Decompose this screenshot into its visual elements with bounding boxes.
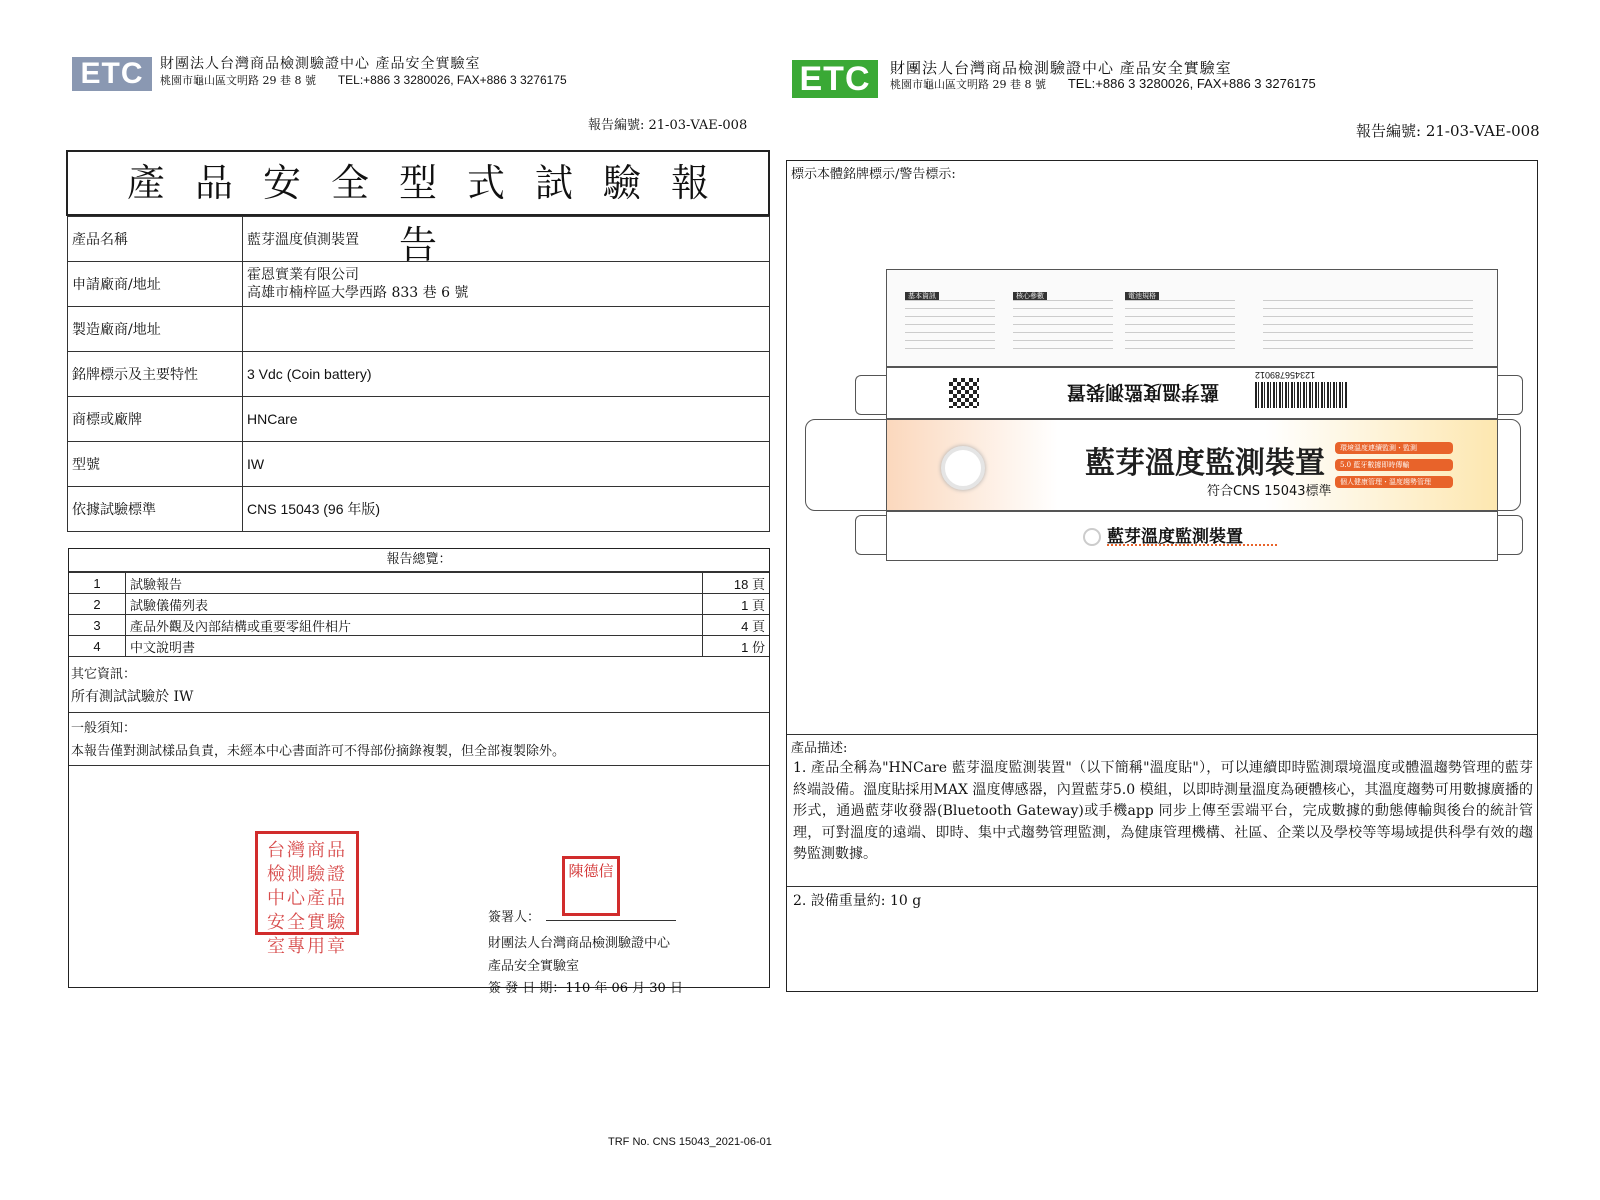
info-key: 依據試驗標準: [68, 487, 243, 532]
label-heading: 標示本體銘牌標示/警告標示:: [791, 167, 956, 182]
label-frame: [786, 160, 1538, 992]
info-key: 產品名稱: [68, 217, 243, 262]
info-key: 型號: [68, 442, 243, 487]
tag-1: 環境溫度連續監測・監測: [1335, 442, 1453, 454]
right-header-org: 財團法人台灣商品檢測驗證中心 產品安全實驗室: [890, 59, 1232, 77]
package-top-panel: [886, 269, 1498, 367]
bottom-device-icon: [1083, 528, 1101, 546]
desc-paragraph-2: 2. 設備重量約: 10 g: [793, 892, 922, 909]
right-page: [790, 0, 1600, 1200]
signature-line: [546, 920, 676, 921]
left-header-contact: TEL:+886 3 3280026, FAX+886 3 3276175: [337, 73, 567, 87]
overview-no: 2: [69, 594, 126, 615]
spec-col-4: [1263, 300, 1473, 352]
info-row: [68, 307, 770, 352]
barcode-number: 123456789012: [1255, 370, 1316, 380]
front-product-name: 藍芽溫度監測裝置: [1085, 446, 1325, 481]
product-info-table: [67, 216, 770, 532]
weight-divider: [787, 886, 1537, 887]
notice-text: 本報告僅對測試樣品負責，未經本中心書面許可不得部份摘錄複製，但全部複製除外。: [71, 744, 566, 759]
lab-seal-stamp: [255, 831, 359, 957]
lab-seal-text: 台灣商品檢測驗證中心產品安全實驗室專用章: [267, 840, 347, 957]
other-info-text: 所有測試試驗於 IW: [71, 689, 194, 705]
left-header-org: 財團法人台灣商品檢測驗證中心 產品安全實驗室: [160, 56, 481, 72]
package-lower-left-tab: [855, 515, 887, 555]
signer-seal-text: 陳德信: [568, 862, 614, 880]
overview-item: 試驗儀備列表: [126, 594, 703, 615]
package-far-right-panel: [1497, 419, 1521, 511]
tag-3: 個人健康管理・溫度趨勢管理: [1335, 476, 1453, 488]
info-key: 申請廠商/地址: [68, 262, 243, 307]
etc-logo-right: ETC: [792, 60, 878, 98]
info-value: CNS 15043 (96 年版): [243, 487, 770, 532]
applicant-address: 高雄市楠梓區大學西路 833 巷 6 號: [247, 285, 469, 301]
package-lower-right-tab: [1497, 515, 1523, 555]
info-row: [68, 442, 770, 487]
device-icon: [941, 446, 985, 490]
left-report-no: 報告編號: 21-03-VAE-008: [588, 118, 748, 133]
package-left-tab: [855, 375, 887, 415]
info-key: 商標或廠牌: [68, 397, 243, 442]
info-value-multi: [243, 262, 770, 307]
info-value: HNCare: [243, 397, 770, 442]
overview-heading: 報告總覽：: [69, 549, 769, 572]
footer-trf: TRF No. CNS 15043_2021-06-01: [608, 1136, 772, 1148]
overview-row: [69, 573, 769, 594]
spec-heading-1: 基本資訊: [905, 292, 939, 300]
info-value: [243, 307, 770, 352]
bottom-accent-line: [1107, 544, 1277, 546]
info-row: [68, 352, 770, 397]
left-header-text: [160, 56, 620, 89]
overview-item: 中文說明書: [126, 636, 703, 657]
left-header-address: 桃園市龜山區文明路 29 巷 8 號: [160, 74, 316, 87]
overview-count: 1 頁: [703, 594, 770, 615]
desc-paragraph-1: 1. 產品全稱為"HNCare 藍芽溫度監測裝置"（以下簡稱"溫度貼"），可以連續即時監測環境溫度或體溫趨勢管理的藍芽終端設備。溫度貼採用MAX 溫度傳感器，內置藍芽5.0 模組，以即時測量溫度為硬體核心，其溫度趨勢可用數據廣播的形式，通過藍芽收發器(Bluetooth Gateway)或手機app 同步上傳至雲端平台，完成數據的動態傳輸與後台的統計管理，可對溫度的遠端、即時、集中式趨勢管理監測，為健康管理機構、社區、企業以及學校等等場域提供科學有效的趨勢監測數據。: [793, 760, 1533, 862]
spec-col-3: [1125, 292, 1235, 350]
front-standard: 符合CNS 15043標準: [1207, 484, 1332, 499]
info-value: 3 Vdc (Coin battery): [243, 352, 770, 397]
signer-label: 簽署人：: [488, 910, 541, 925]
flipped-product-name: 藍芽溫度監測裝置: [1067, 381, 1220, 403]
spec-col-1: [905, 292, 995, 350]
info-row: [68, 217, 770, 262]
package-lower-flap: [886, 511, 1498, 561]
bottom-product-name: 藍芽溫度監測裝置: [1107, 527, 1243, 547]
notice-label: 一般須知：: [71, 721, 137, 736]
info-value: IW: [243, 442, 770, 487]
signer-seal-stamp: [562, 856, 620, 916]
overview-count: 4 頁: [703, 615, 770, 636]
sign-org-2: 產品安全實驗室: [488, 959, 580, 974]
package-front-panel: [886, 419, 1498, 511]
info-value: 藍芽溫度偵測裝置: [243, 217, 770, 262]
spec-heading-3: 電池規格: [1125, 292, 1159, 300]
tag-2: 5.0 藍牙數據即時傳輸: [1335, 459, 1453, 471]
overview-item: 產品外觀及內部結構或重要零組件相片: [126, 615, 703, 636]
spec-heading-2: 核心參數: [1013, 292, 1047, 300]
overview-row: [69, 594, 769, 615]
sign-date: 簽 發 日 期：110 年 06 月 30 日: [488, 981, 683, 996]
left-page: [0, 0, 790, 1200]
overview-count: 18 頁: [703, 573, 770, 594]
overview-section: [68, 548, 770, 988]
info-row: [68, 262, 770, 307]
sign-org-1: 財團法人台灣商品檢測驗證中心: [488, 936, 671, 951]
right-header-text: [890, 60, 1370, 93]
overview-row: [69, 636, 769, 657]
info-row: [68, 397, 770, 442]
applicant-name: 霍恩實業有限公司: [247, 267, 359, 283]
package-upper-flap: [886, 367, 1498, 419]
other-info-label: 其它資訊：: [71, 667, 137, 682]
overview-no: 4: [69, 636, 126, 657]
report-title: 產品安全型式試驗報告: [126, 161, 739, 267]
info-key: 製造廠商/地址: [68, 307, 243, 352]
right-header-contact: TEL:+886 3 3280026, FAX+886 3 3276175: [1067, 76, 1316, 91]
package-right-tab: [1497, 375, 1523, 415]
spec-col-2: [1013, 292, 1113, 350]
overview-no: 3: [69, 615, 126, 636]
info-key: 銘牌標示及主要特性: [68, 352, 243, 397]
overview-table: [69, 572, 769, 657]
description-section: [787, 734, 1537, 912]
info-row: [68, 487, 770, 532]
overview-item: 試驗報告: [126, 573, 703, 594]
package-far-left-panel: [805, 419, 887, 511]
desc-label: 產品描述:: [791, 741, 848, 756]
right-report-no: 報告編號: 21-03-VAE-008: [1356, 122, 1540, 140]
overview-no: 1: [69, 573, 126, 594]
barcode-icon: [1255, 382, 1347, 408]
overview-row: [69, 615, 769, 636]
overview-count: 1 份: [703, 636, 770, 657]
qr-code-icon: [949, 378, 979, 408]
etc-logo-left: ETC: [72, 57, 152, 91]
package-dieline: [803, 245, 1503, 575]
right-header-address: 桃園市龜山區文明路 29 巷 8 號: [890, 78, 1046, 91]
